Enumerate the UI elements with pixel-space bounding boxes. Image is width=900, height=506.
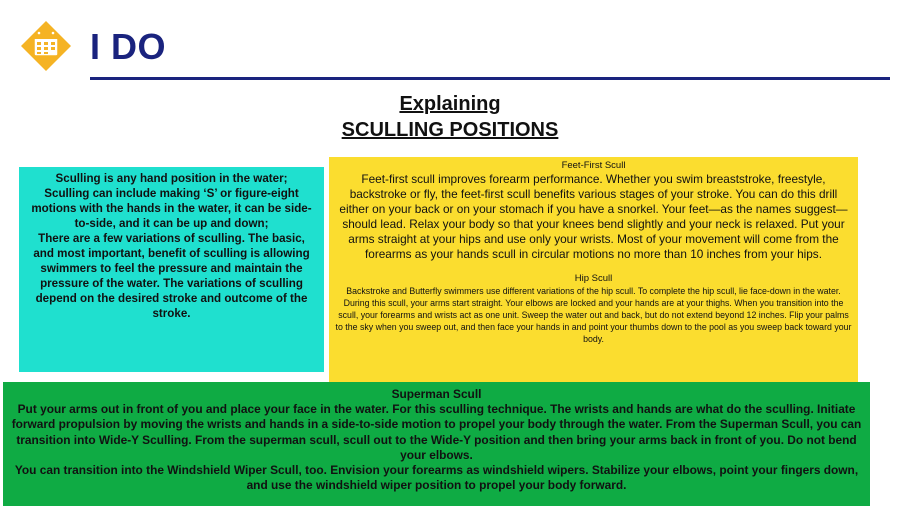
superman-scull-para1: Put your arms out in front of you and place your face in the water. For this sculling technique. The wrists and hands are what do the sculling. Initiate forward propulsion by moving the wrists and hands in a side-to-side motion to propel your body through the water. From the Superman Scull, you can transition into Wide-Y Sculling. From the superman scull, scull out to the Wide-Y position and then bring your arms back in front of you. Do not bend your elbows.	[11, 402, 862, 462]
sculling-overview-box	[19, 167, 324, 372]
page-title: I DO	[90, 26, 167, 67]
section-subheading: SCULLING POSITIONS	[341, 119, 559, 141]
calendar-icon	[20, 20, 72, 72]
superman-scull-para2: You can transition into the Windshield Wiper Scull, too. Envision your forearms as windshield wipers. Stabilize your elbows, point your fingers down, and use the windshield wiper position to propel your body forward.	[14, 463, 859, 493]
overview-bullet	[29, 231, 314, 321]
overview-bullet	[29, 171, 314, 186]
hip-scull-body: Backstroke and Butterfly swimmers use different variations of the hip scull. To complete the hip scull, lie face-down in the water. During this scull, your arms start straight. Your elbows are locked and your hands are at your thighs. When you transition into the scull, your forearms and wrists act as one unit. Sweep the water out and back, but do not extend beyond 12 inches. Flip your palms to the sky when you sweep out, and then face your hands in and point your thumbs down to the pool as you sweep back toward your body.	[335, 286, 852, 344]
hip-scull-title: Hip Scull	[574, 273, 613, 284]
superman-scull-box	[3, 382, 870, 506]
superman-scull-title: Superman Scull	[391, 387, 482, 401]
scull-types-box	[329, 157, 858, 387]
feet-first-title: Feet-First Scull	[561, 160, 626, 171]
title-divider	[90, 77, 890, 80]
feet-first-body: Feet-first scull improves forearm performance. Whether you swim breaststroke, freestyle, backstroke or fly, the feet-first scull benefits various stages of your stroke. You can do this drill either on your back or on your stomach if you have a snorkel. Your feet—as the names suggest—should lead. Relax your body so that your knees bend slightly and your neck is relaxed. Put your arms straight at your hips and use only your wrists. Most of your movement will come from the forearms as your hands scull in circular motions no more than 10 inches from your hips.	[339, 172, 848, 261]
overview-bullet	[29, 186, 314, 231]
bullet-text: There are a few variations of sculling. The basic, and most important, benefit of sculling is allowing swimmers to feel the pressure and maintain the pressure of the water. The variations of sculling depend on the desired stroke and outcome of the stroke.	[33, 232, 310, 320]
bullet-text: Sculling is any hand position in the water;	[55, 172, 288, 185]
section-heading: Explaining	[399, 93, 501, 115]
bullet-text: Sculling can include making ‘S’ or figure-eight motions with the hands in the water, it can be side-to-side, and it can be up and down;	[31, 187, 312, 230]
